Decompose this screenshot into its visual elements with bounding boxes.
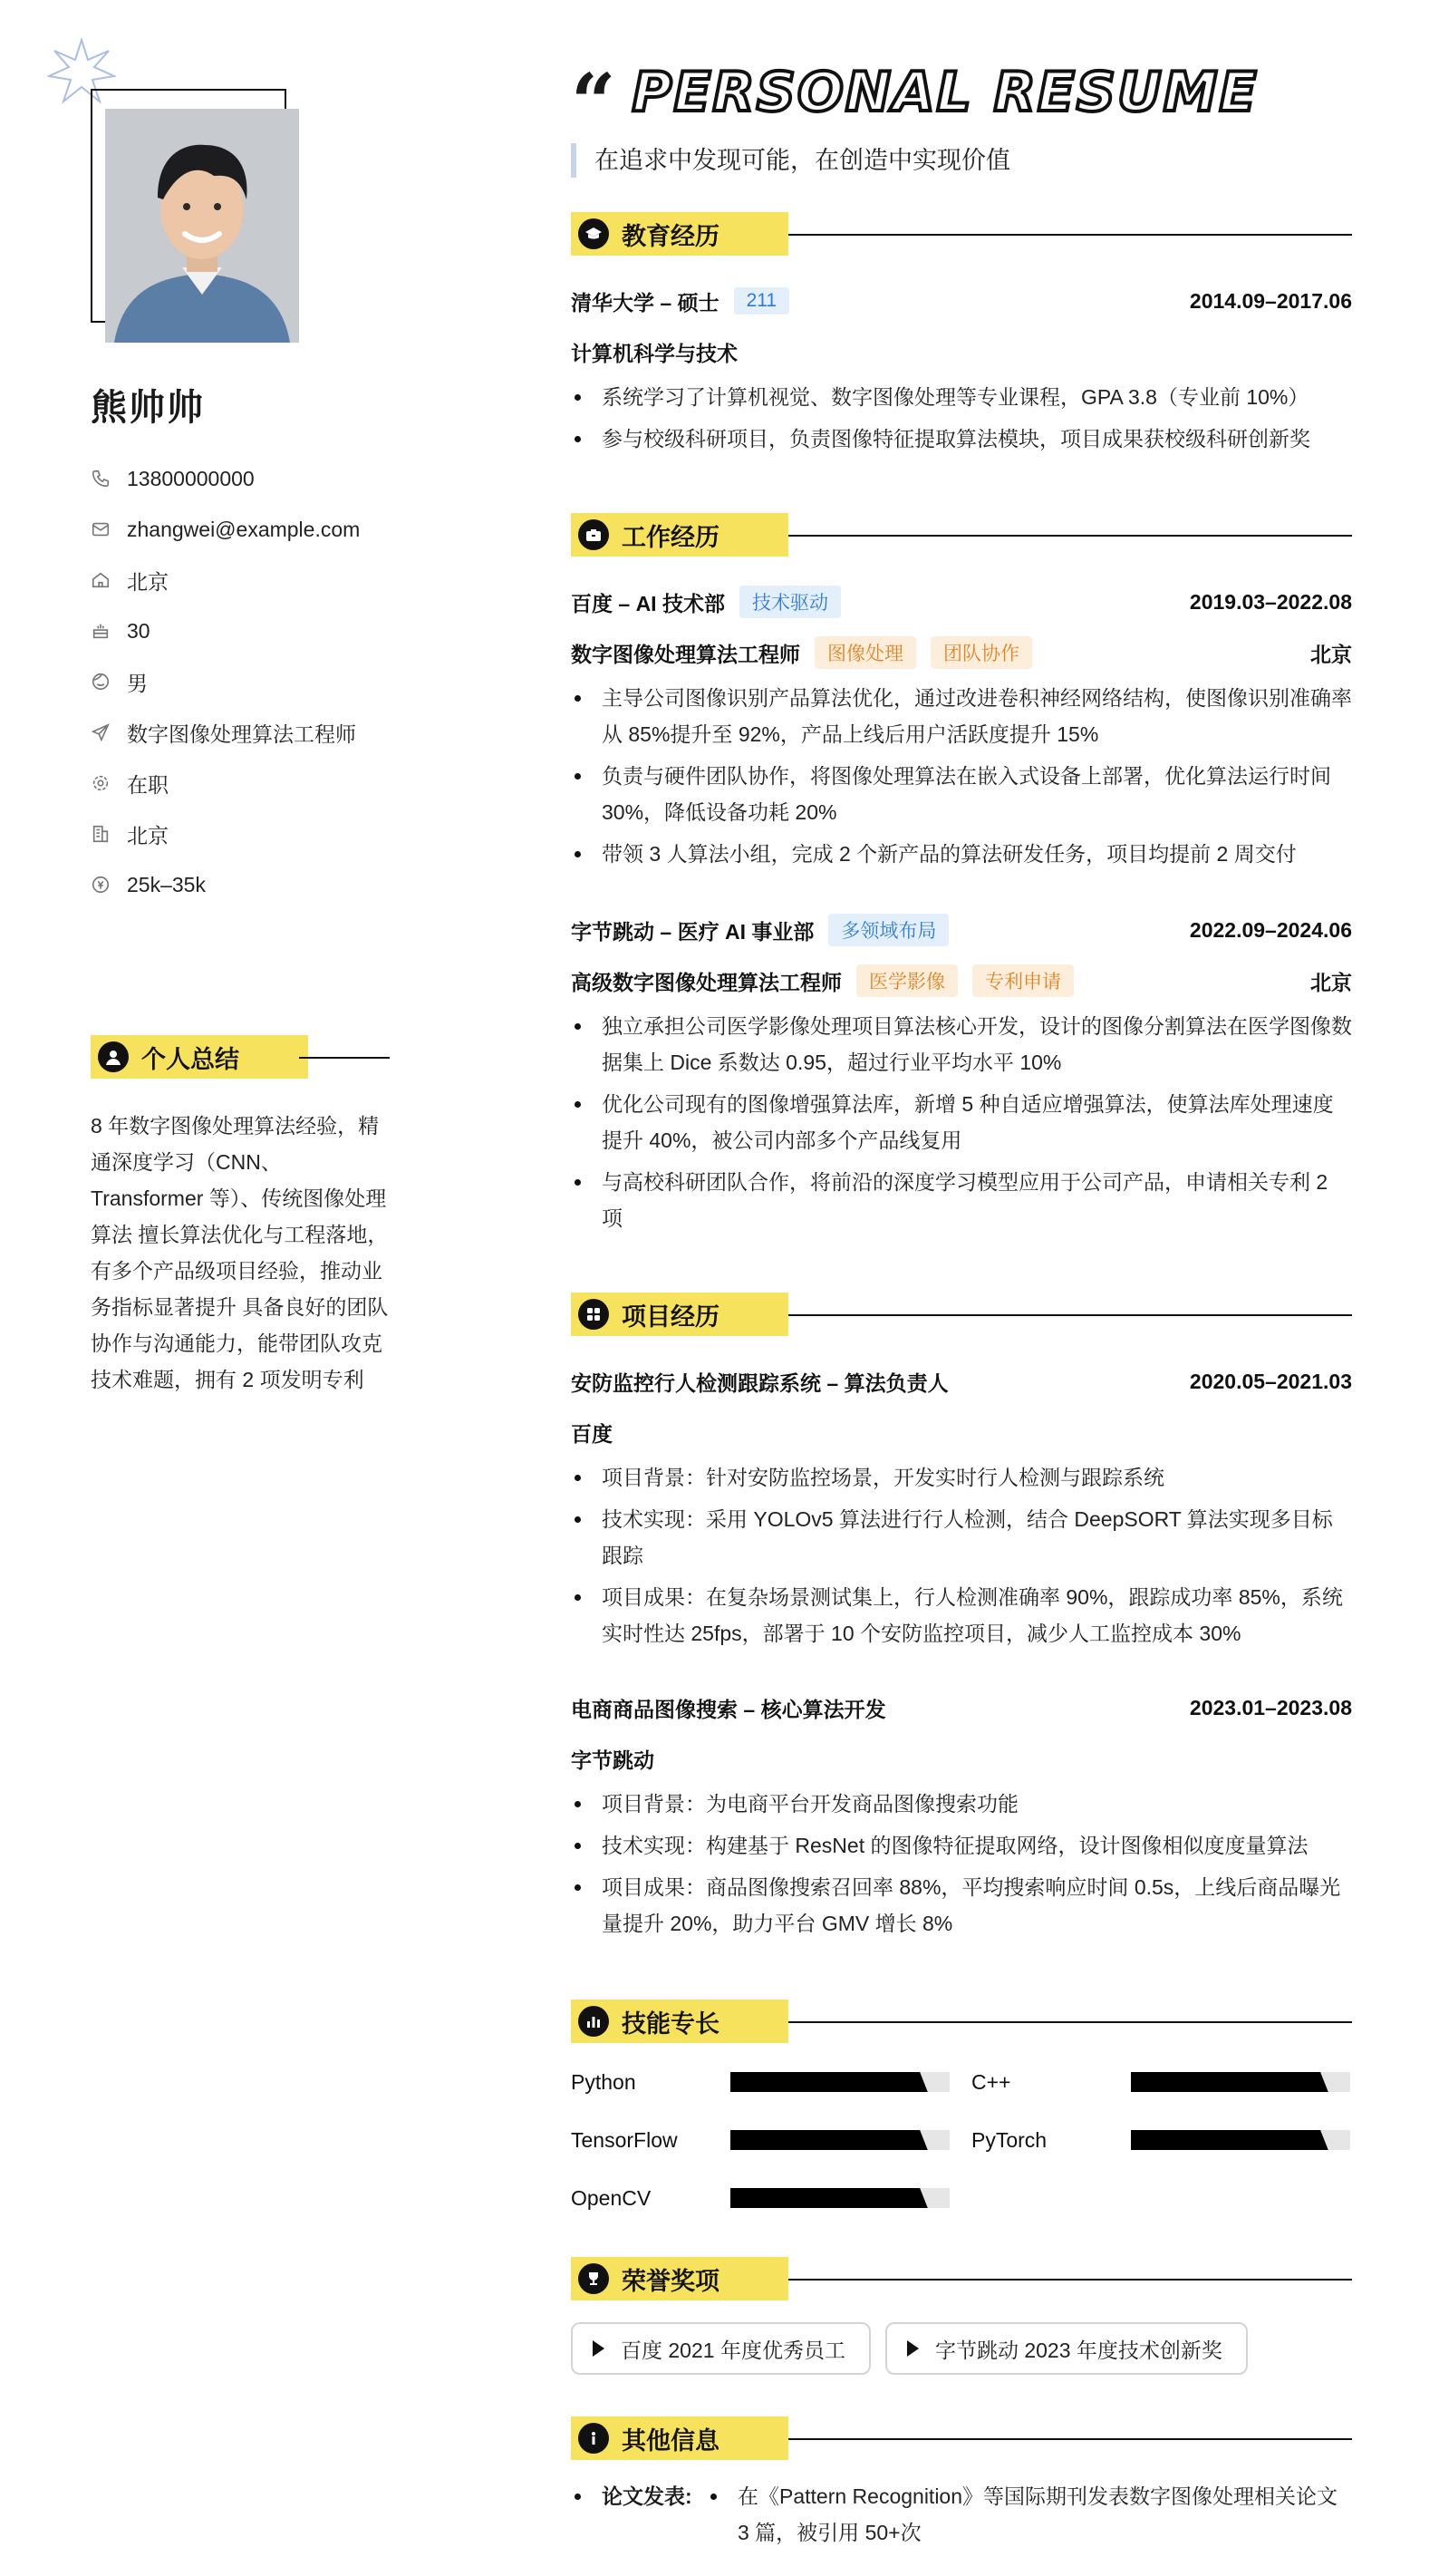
job-bullets [571,1008,1352,1236]
info-home [91,555,360,605]
salary-value: 25k–35k [127,872,206,896]
skill-name: Python [571,2069,636,2094]
list-item: 独立承担公司医学影像处理项目算法核心开发，设计的图像分割算法在医学图像数据集上 Dice 系数达 0.95，超过行业平均水平 10% [571,1008,1352,1080]
job-company: 字节跳动 – 医疗 AI 事业部 [571,919,815,944]
skills-title-pill [571,2000,788,2043]
list-item: 项目背景：为电商平台开发商品图像搜索功能 [571,1786,1352,1822]
project-header-row [571,1363,1352,1399]
summary-divider [299,1057,390,1059]
position-value: 数字图像处理算法工程师 [127,721,356,746]
skill-bar [1131,2072,1350,2092]
graduation-cap-icon [578,218,609,249]
list-item: 项目成果：商品图像搜索召回率 88%，平均搜索响应时间 0.5s，上线后商品曝光量提升 20%，助力平台 GMV 增长 8% [571,1869,1352,1942]
info-icon [578,2423,609,2454]
skill-bar [1131,2130,1350,2150]
info-city [91,809,360,859]
list-item: 技术实现：构建基于 ResNet 的图像特征提取网络，设计图像相似度度量算法 [571,1827,1352,1864]
job-role-tag: 团队协作 [931,636,1032,669]
job-role-row [571,634,1352,671]
send-icon [91,722,111,742]
avatar [105,109,299,343]
list-item: 主导公司图像识别产品算法优化，通过改进卷积神经网络结构，使图像识别准确率从 85%提升至 92%，产品上线后用户活跃度提升 15% [571,680,1352,752]
list-item: 与高校科研团队合作，将前沿的深度学习模型应用于公司产品，申请相关专利 2 项 [571,1164,1352,1236]
project-date: 2020.05–2021.03 [1189,1369,1352,1393]
main-content [571,0,1352,2576]
mail-icon [91,519,111,539]
phone-icon [91,469,111,489]
skill-item [571,2179,971,2217]
awards-section-header [571,2257,1352,2300]
job-entry [571,912,1352,1236]
skill-fill [1131,2072,1328,2092]
projects-divider [788,1314,1352,1316]
education-entry [571,283,1352,457]
work-title-pill [571,513,788,557]
education-section-header [571,212,1352,256]
bar-chart-icon [578,2006,609,2037]
job-role-tag: 图像处理 [815,636,916,669]
status-icon [91,773,111,793]
awards-title-pill [571,2257,788,2300]
skill-item [571,2121,971,2159]
skills-section-header [571,2000,1352,2043]
other-title-pill [571,2416,788,2460]
list-item: 项目成果：在复杂场景测试集上，行人检测准确率 90%，跟踪成功率 85%，系统实时性达 25fps，部署于 10 个安防监控项目，减少人工监控成本 30% [571,1579,1352,1651]
cake-icon [91,621,111,641]
info-email [91,504,360,555]
major-name: 计算机科学与技术 [571,341,738,365]
skills-title: 技能专长 [622,2009,720,2038]
list-item: 系统学习了计算机视觉、数字图像处理等专业课程，GPA 3.8（专业前 10%） [571,379,1352,415]
age-value: 30 [127,618,150,643]
other-section [571,2416,1352,2551]
list-item: 项目背景：针对安防监控场景，开发实时行人检测与跟踪系统 [571,1459,1352,1496]
contact-info-list [91,453,360,910]
job-company-tag: 技术驱动 [739,586,841,618]
list-item: 技术实现：采用 YOLOv5 算法进行行人检测，结合 DeepSORT 算法实现多目标跟踪 [571,1501,1352,1574]
list-item: 负责与硬件团队协作，将图像处理算法在嵌入式设备上部署，优化算法运行时间 30%，降低设备功耗 20% [571,758,1352,830]
award-label: 字节跳动 2023 年度技术创新奖 [934,2338,1222,2362]
work-title: 工作经历 [622,523,720,551]
job-bullets [571,680,1352,872]
other-divider [788,2438,1352,2440]
skill-item [971,2063,1352,2101]
skills-section [571,2000,1352,2217]
project-entry [571,1363,1352,1651]
skill-fill [730,2130,928,2150]
summary-title: 个人总结 [141,1045,239,1073]
play-icon [907,2340,919,2357]
user-icon [98,1041,129,1072]
job-company: 百度 – AI 技术部 [571,591,725,615]
skills-divider [788,2021,1352,2023]
job-city: 北京 [1310,642,1352,666]
other-list [571,2478,1352,2551]
gender-value: 男 [127,671,148,695]
award-chip [885,2322,1248,2375]
info-position [91,707,360,758]
job-role-row [571,963,1352,999]
project-bullets [571,1786,1352,1942]
skill-fill [730,2072,928,2092]
job-company-row [571,912,1352,948]
candidate-name: 熊帅帅 [91,388,205,428]
job-role-tag: 医学影像 [856,964,958,997]
project-org: 字节跳动 [571,1748,654,1772]
skills-list [571,2063,1352,2217]
face-icon [91,672,111,692]
summary-section-header [91,1035,390,1079]
other-value: 在《Pattern Recognition》等国际期刊发表数字图像处理相关论文 3 篇，被引用 50+次 [707,2478,1341,2551]
skill-fill [730,2188,928,2208]
job-entry [571,584,1352,872]
status-value: 在职 [127,772,169,797]
work-section-header [571,513,1352,557]
resume-title-text: PERSONAL RESUME [632,61,1259,124]
other-title: 其他信息 [622,2426,720,2455]
skill-name: C++ [971,2069,1011,2094]
motto: 在追求中发现可能，在创造中实现价值 [571,143,1010,178]
info-salary [91,859,360,910]
info-status [91,758,360,809]
quote-mark: “ [571,57,616,149]
list-item: 参与校级科研项目，负责图像特征提取算法模块，项目成果获校级科研创新奖 [571,421,1352,457]
trophy-icon [578,2263,609,2294]
award-label: 百度 2021 年度优秀员工 [621,2338,845,2362]
project-name: 安防监控行人检测跟踪系统 – 算法负责人 [571,1370,949,1395]
info-age [91,605,360,656]
project-org-row [571,1740,1352,1777]
info-phone [91,453,360,504]
skill-item [571,2063,971,2101]
job-role: 高级数字图像处理算法工程师 [571,970,842,994]
job-company-row [571,584,1352,620]
list-item: 优化公司现有的图像增强算法库，新增 5 种自适应增强算法，使算法库处理速度提升 40%，被公司内部多个产品线复用 [571,1086,1352,1158]
job-role-tag: 专利申请 [972,964,1074,997]
skill-bar [730,2188,950,2208]
job-date: 2022.09–2024.06 [1189,917,1352,942]
summary-text: 8 年数字图像处理算法经验，精通深度学习（CNN、Transformer 等）、传统图像处理算法 擅长算法优化与工程落地，有多个产品级项目经验，推动业务指标显著提升 具备良好的团队协作与沟通能力，能带团队攻克技术难题，拥有 2 项发明专利 [91,1114,389,1391]
phone-value: 13800000000 [127,466,255,490]
project-name: 电商商品图像搜索 – 核心算法开发 [571,1697,886,1721]
school-tag: 211 [734,287,789,315]
list-item: 带领 3 人算法小组，完成 2 个新产品的算法研发任务，项目均提前 2 周交付 [571,836,1352,872]
award-chip [571,2322,871,2375]
awards-title: 荣誉奖项 [622,2267,720,2295]
major-row [571,334,1352,370]
education-title-pill [571,212,788,256]
grid-icon [578,1299,609,1330]
job-date: 2019.03–2022.08 [1189,589,1352,614]
awards-divider [788,2279,1352,2281]
education-title: 教育经历 [622,222,720,250]
skill-bar [730,2130,950,2150]
project-date: 2023.01–2023.08 [1189,1695,1352,1719]
skill-name: PyTorch [971,2127,1048,2152]
education-header-row [571,283,1352,319]
skill-name: TensorFlow [571,2127,678,2152]
other-section-header [571,2416,1352,2460]
home-value: 北京 [127,569,169,594]
work-divider [788,535,1352,537]
school-name: 清华大学 – 硕士 [571,290,720,315]
info-gender [91,656,360,707]
other-key: 论文发表: [571,2478,707,2551]
projects-section-header [571,1293,1352,1336]
city-value: 北京 [127,823,169,847]
education-date: 2014.09–2017.06 [1189,288,1352,313]
projects-title: 项目经历 [622,1303,720,1331]
awards-list [571,2322,1352,2375]
skill-bar [730,2072,950,2092]
play-icon [593,2340,604,2357]
skill-fill [1131,2130,1328,2150]
education-divider [788,234,1352,236]
job-company-tag: 多领域布局 [828,914,949,946]
project-org: 百度 [571,1421,613,1446]
project-entry [571,1690,1352,1942]
projects-title-pill [571,1293,788,1336]
building-icon [91,824,111,844]
job-city: 北京 [1310,970,1352,994]
skill-item [971,2121,1352,2159]
sidebar [0,0,507,2576]
education-bullets [571,379,1352,457]
summary-title-pill [91,1035,308,1079]
salary-icon [91,875,111,895]
email-value: zhangwei@example.com [127,517,361,541]
awards-section [571,2257,1352,2375]
resume-title [571,56,1259,149]
project-bullets [571,1459,1352,1651]
briefcase-icon [578,519,609,550]
project-org-row [571,1414,1352,1450]
home-icon [91,570,111,590]
job-role: 数字图像处理算法工程师 [571,642,800,666]
other-item [571,2478,1352,2551]
skill-name: OpenCV [571,2185,652,2210]
project-header-row [571,1690,1352,1726]
